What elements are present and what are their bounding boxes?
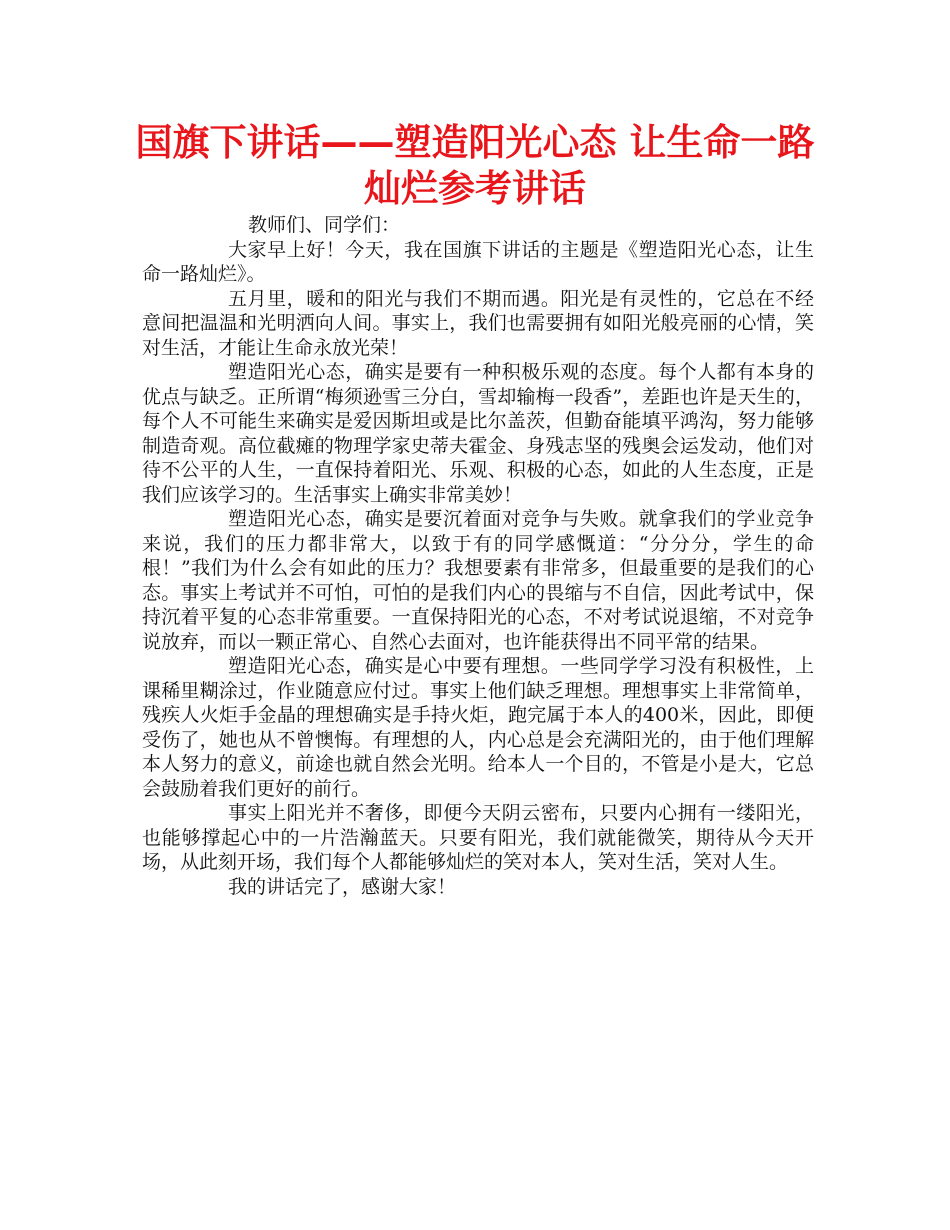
paragraph-closing: 我的讲话完了，感谢大家！ [228, 875, 457, 898]
paragraph-sunshine-not-luxury: 事实上阳光并不奢侈，即便今天阴云密布，只要内心拥有一缕阳光，也能够撑起心中的一片浩瀚蓝天。只要有阳光，我们就能微笑，期待从今天开场，从此刻开场，我们每个人都能够灿烂的笑对本人，笑对生活，笑对人生。 [142, 802, 814, 873]
document-title-line-2: 灿烂参考讲话 [364, 167, 586, 210]
document-title [120, 120, 830, 212]
paragraph-greeting: 大家早上好！今天，我在国旗下讲话的主题是《塑造阳光心态，让生命一路灿烂》。 [142, 238, 814, 285]
paragraph-face-competition: 塑造阳光心态，确实是要沉着面对竞争与失败。就拿我们的学业竞争来说，我们的压力都非常大，以致于有的同学感慨道：“分分分，学生的命根！”我们为什么会有如此的压力？我想要素有非常多，但最重要的是我们的心态。事实上考试并不可怕，可怕的是我们内心的畏缩与不自信，因此考试中，保持沉着平复的心态非常重要。一直保持阳光的心态，不对考试说退缩，不对竞争说放弃，而以一颗正常心、自然心去面对，也许能获得出不同平常的结果。 [142, 508, 814, 653]
salutation: 教师们、同学们： [248, 214, 401, 236]
document-title-line-1: 国旗下讲话——塑造阳光心态 让生命一路 [135, 121, 815, 164]
document-body [142, 213, 814, 899]
paragraph-may-sunshine: 五月里，暖和的阳光与我们不期而遇。阳光是有灵性的，它总在不经意间把温温和光明洒向人间。事实上，我们也需要拥有如阳光般亮丽的心情，笑对生活，才能让生命永放光荣！ [142, 287, 814, 359]
paragraph-positive-attitude: 塑造阳光心态，确实是要有一种积极乐观的态度。每个人都有本身的优点与缺乏。正所谓“梅须逊雪三分白，雪却输梅一段香”，差距也许是天生的，每个人不可能生来确实是爱因斯坦或是比尔盖茨，但勤奋能填平鸿沟，努力能够制造奇观。高位截瘫的物理学家史蒂夫霍金、身残志坚的残奥会运发动，他们对待不公平的人生，一直保持着阳光、乐观、积极的心态，如此的人生态度，正是我们应该学习的。生活事实上确实非常美妙！ [142, 361, 814, 506]
paragraph-have-ideals: 塑造阳光心态，确实是心中要有理想。一些同学学习没有积极性，上课稀里糊涂过，作业随意应付过。事实上他们缺乏理想。理想事实上非常简单，残疾人火炬手金晶的理想确实是手持火炬，跑完属于本人的400米，因此，即便受伤了，她也从不曾懊悔。有理想的人，内心总是会充满阳光的，由于他们理解本人努力的意义，前途也就自然会光明。给本人一个目的，不管是小是大，它总会鼓励着我们更好的前行。 [142, 655, 814, 800]
